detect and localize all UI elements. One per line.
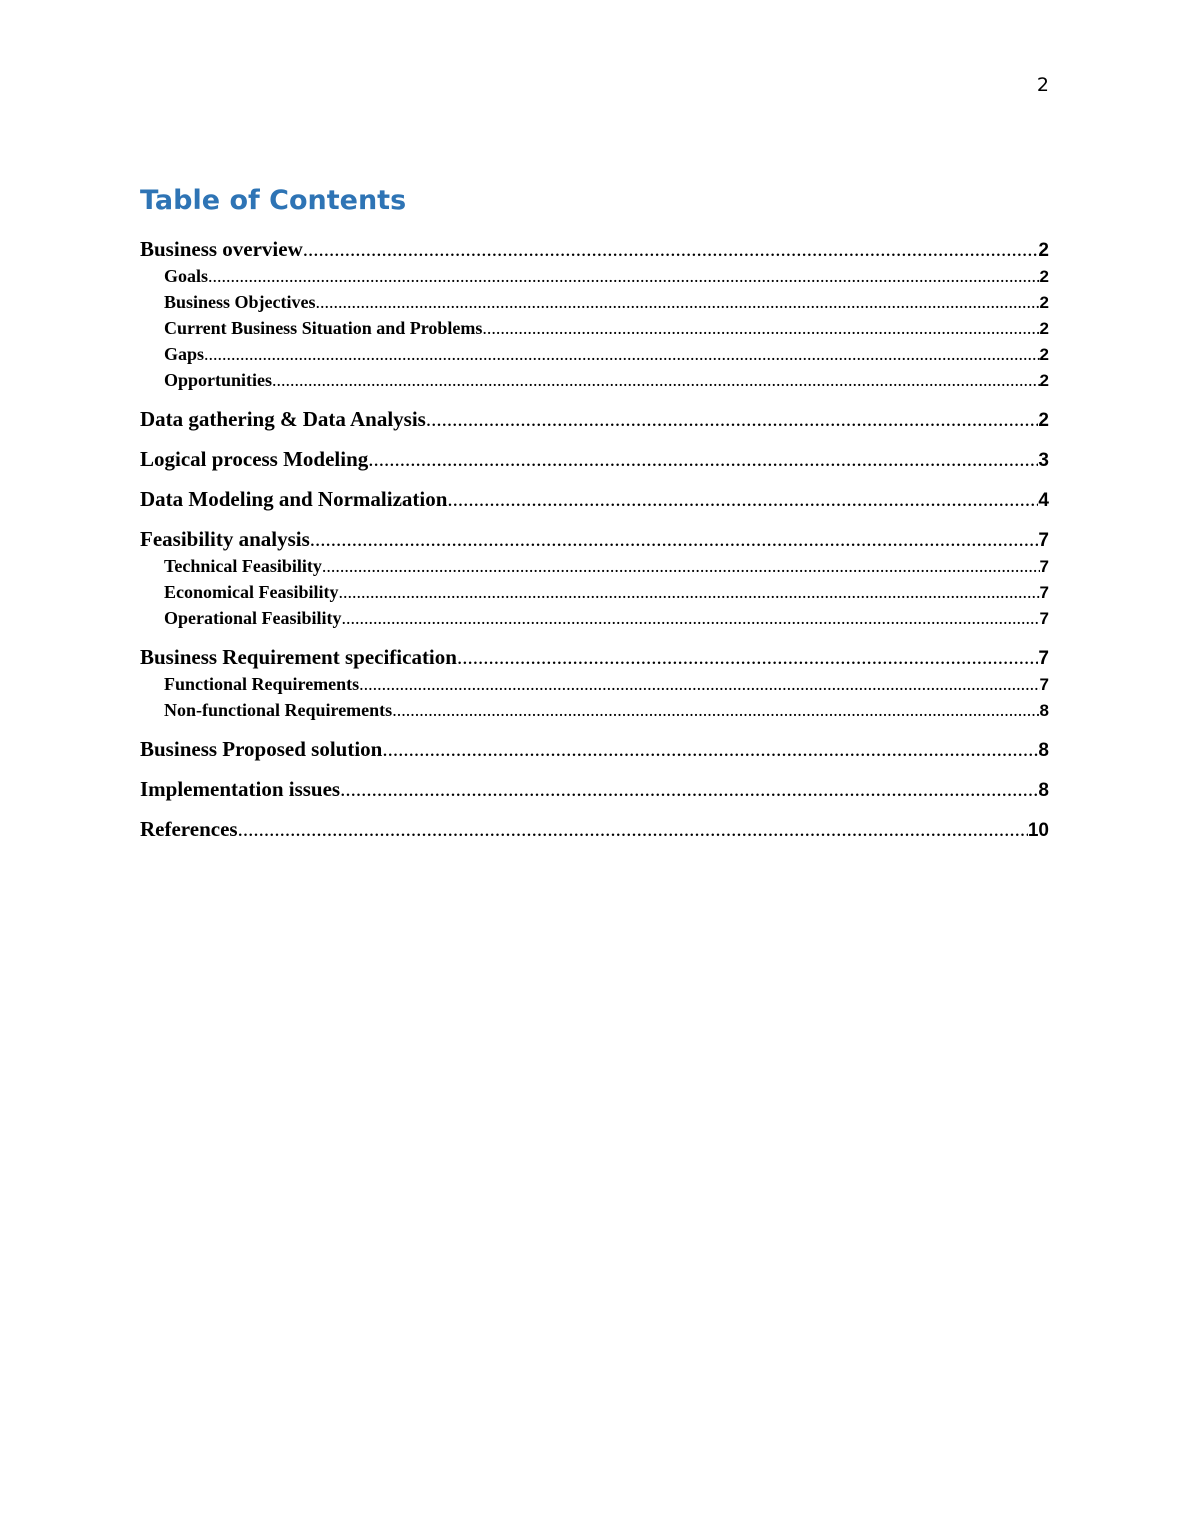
toc-entry-page: 7	[1038, 530, 1049, 551]
toc-entry-label: Functional Requirements	[164, 674, 360, 694]
toc-entry-page: 2	[1039, 267, 1049, 286]
dot-leader	[382, 736, 1038, 763]
toc-entry-label: Opportunities	[164, 370, 273, 390]
toc-entry-label: Feasibility analysis	[140, 527, 310, 551]
toc-entry-business-objectives[interactable]	[140, 289, 1049, 315]
toc-entry-technical-feasibility[interactable]	[140, 553, 1049, 579]
toc-entry-page: 2	[1039, 319, 1049, 338]
toc-entry-label: Business Objectives	[164, 292, 316, 312]
dot-leader	[204, 341, 1040, 367]
toc-entry-gaps[interactable]	[140, 341, 1049, 367]
table-of-contents	[140, 236, 1049, 843]
toc-entry-feasibility-analysis[interactable]	[140, 526, 1049, 553]
dot-leader	[339, 579, 1040, 605]
toc-entry-economical-feasibility[interactable]	[140, 579, 1049, 605]
dot-leader	[457, 644, 1038, 671]
dot-leader	[392, 697, 1039, 723]
toc-entry-page: 7	[1038, 648, 1049, 669]
toc-entry-goals[interactable]	[140, 263, 1049, 289]
toc-entry-page: 10	[1027, 820, 1049, 841]
toc-entry-page: 8	[1039, 701, 1049, 720]
toc-entry-label: Implementation issues	[140, 777, 341, 801]
page-number: 2	[1036, 74, 1049, 96]
toc-entry-page: 2	[1039, 345, 1049, 364]
toc-entry-page: 2	[1038, 410, 1049, 431]
dot-leader	[426, 406, 1039, 433]
toc-entry-opportunities[interactable]	[140, 367, 1049, 393]
toc-entry-page: 7	[1039, 609, 1049, 628]
toc-entry-data-modeling[interactable]	[140, 486, 1049, 513]
toc-entry-current-business-situation[interactable]	[140, 315, 1049, 341]
toc-entry-references[interactable]	[140, 816, 1049, 843]
dot-leader	[342, 605, 1040, 631]
toc-entry-label: Data Modeling and Normalization	[140, 487, 448, 511]
toc-entry-business-proposed-solution[interactable]	[140, 736, 1049, 763]
dot-leader	[368, 446, 1038, 473]
toc-entry-label: Business overview	[140, 237, 303, 261]
toc-entry-logical-process-modeling[interactable]	[140, 446, 1049, 473]
toc-entry-business-requirement-specification[interactable]	[140, 644, 1049, 671]
toc-entry-label: Business Requirement specification	[140, 645, 457, 669]
toc-entry-page: 2	[1039, 371, 1049, 390]
toc-entry-label: Current Business Situation and Problems	[164, 318, 483, 338]
toc-entry-page: 7	[1039, 675, 1049, 694]
toc-entry-label: Economical Feasibility	[164, 582, 339, 602]
toc-entry-label: References	[140, 817, 238, 841]
toc-entry-page: 8	[1038, 780, 1049, 801]
toc-entry-page: 7	[1039, 583, 1049, 602]
toc-entry-page: 7	[1039, 557, 1049, 576]
toc-entry-business-overview[interactable]	[140, 236, 1049, 263]
dot-leader	[482, 315, 1039, 341]
toc-entry-page: 4	[1038, 490, 1049, 511]
dot-leader	[272, 367, 1040, 393]
dot-leader	[208, 263, 1040, 289]
dot-leader	[359, 671, 1039, 697]
toc-entry-page: 2	[1038, 240, 1049, 261]
toc-entry-label: Data gathering & Data Analysis	[140, 407, 426, 431]
toc-entry-page: 2	[1039, 293, 1049, 312]
toc-entry-label: Non-functional Requirements	[164, 700, 393, 720]
dot-leader	[316, 289, 1040, 315]
toc-entry-label: Goals	[164, 266, 209, 286]
toc-entry-label: Gaps	[164, 344, 205, 364]
dot-leader	[303, 236, 1039, 263]
toc-entry-functional-requirements[interactable]	[140, 671, 1049, 697]
dot-leader	[447, 486, 1038, 513]
dot-leader	[310, 526, 1039, 553]
dot-leader	[322, 553, 1040, 579]
toc-entry-non-functional-requirements[interactable]	[140, 697, 1049, 723]
toc-entry-label: Technical Feasibility	[164, 556, 322, 576]
toc-entry-label: Operational Feasibility	[164, 608, 342, 628]
dot-leader	[340, 776, 1038, 803]
toc-title: Table of Contents	[140, 185, 407, 216]
toc-entry-data-gathering[interactable]	[140, 406, 1049, 433]
toc-entry-implementation-issues[interactable]	[140, 776, 1049, 803]
dot-leader	[238, 816, 1028, 843]
toc-entry-label: Logical process Modeling	[140, 447, 369, 471]
toc-entry-page: 8	[1038, 740, 1049, 761]
toc-entry-label: Business Proposed solution	[140, 737, 383, 761]
toc-entry-page: 3	[1038, 450, 1049, 471]
toc-entry-operational-feasibility[interactable]	[140, 605, 1049, 631]
